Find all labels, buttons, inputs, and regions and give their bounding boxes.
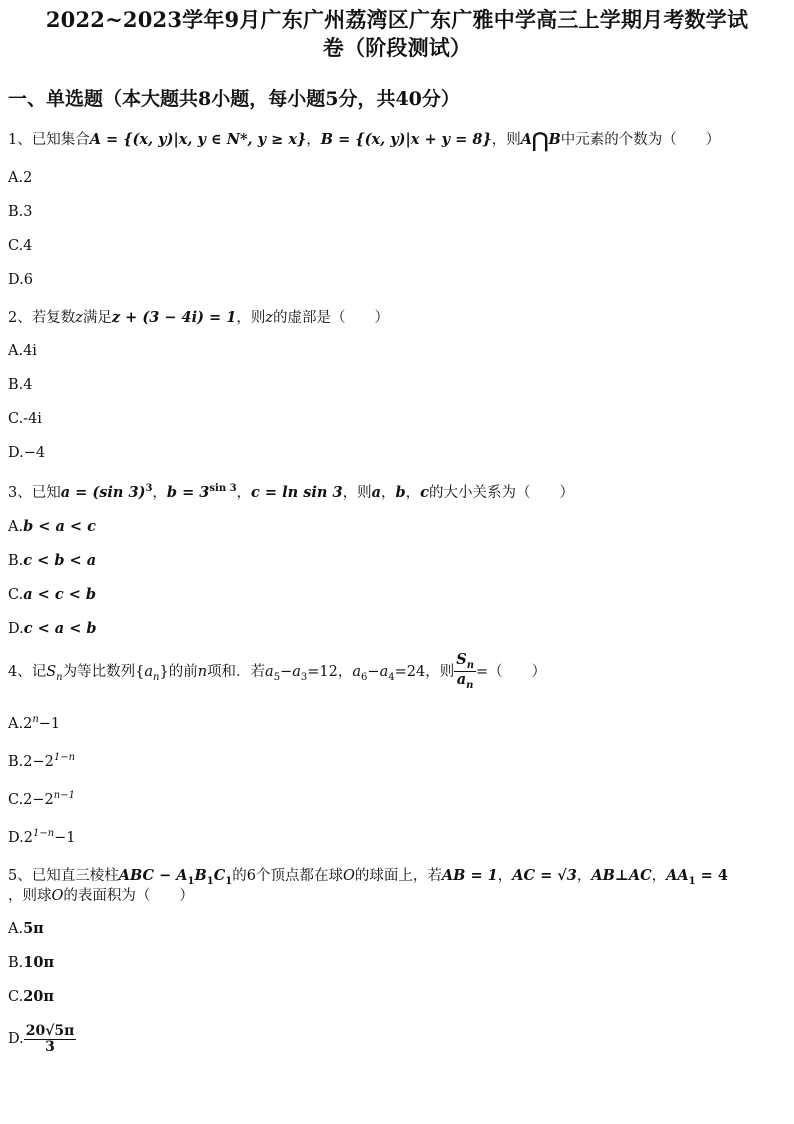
section-heading: 一、单选题（本大题共8小题，每小题5分，共40分） [8, 88, 460, 110]
q4-option-d [8, 828, 76, 846]
subscript: 1 [187, 875, 195, 887]
var-b: b [395, 484, 406, 501]
intersection-symbol: ⋂ [532, 128, 549, 152]
question-text: ，则球 [8, 888, 52, 904]
subscript: 5 [273, 671, 281, 683]
question-text: 若复数 [31, 310, 76, 326]
expr-b: b = 3 [166, 484, 210, 501]
option-letter: D. [8, 1031, 24, 1048]
symbol-a: A [520, 131, 533, 148]
option-expr: 20π [23, 988, 54, 1005]
punct: ， [497, 868, 513, 884]
question-text: ，则 [342, 485, 372, 501]
question-5-line2 [8, 884, 194, 905]
q1-option-b: B.3 [8, 204, 33, 220]
punct: ， [236, 485, 252, 501]
fraction-denominator [454, 672, 476, 691]
question-3 [8, 481, 574, 502]
question-1 [8, 128, 720, 152]
q1-option-d: D.6 [8, 272, 33, 288]
prism-expr: C [213, 867, 226, 884]
option-base: D.2 [8, 829, 33, 846]
fraction-option-d [24, 1024, 77, 1054]
question-text: 的表面积为（ ） [63, 888, 194, 904]
var-s: S [456, 651, 467, 668]
option-base: C.2−2 [8, 791, 54, 808]
q5-option-a [8, 920, 44, 937]
var-a: a [371, 484, 381, 501]
subscript: n [466, 659, 474, 671]
punct: ， [576, 868, 592, 884]
punct: ， [152, 485, 167, 501]
var-a: a [144, 663, 154, 680]
subscript: 4 [388, 671, 395, 683]
q5-option-b [8, 954, 54, 971]
fraction-numerator [454, 652, 476, 672]
question-number: 1、 [8, 132, 32, 148]
punct: ， [306, 132, 321, 148]
exam-title-line1: 2022~2023学年9月广东广州荔湾区广东广雅中学高三上学期月考数学试 [45, 7, 749, 32]
var-a: a [456, 671, 467, 689]
question-number: 5、 [8, 868, 32, 884]
var-z: z [265, 310, 273, 326]
exam-title-line2: 卷（阶段测试） [322, 35, 472, 60]
var-o: O [51, 888, 64, 904]
var-a: a [379, 663, 389, 680]
q4-option-a [8, 714, 60, 732]
q1-option-c: C.4 [8, 238, 33, 254]
q3-option-c [8, 586, 96, 603]
expr-perp: AB⊥AC [591, 867, 652, 884]
var-n: n [197, 663, 208, 680]
question-number: 2、 [8, 310, 32, 326]
option-tail: −1 [54, 829, 76, 846]
q2-option-b: B.4 [8, 377, 33, 393]
exponent: 1−n [32, 828, 55, 839]
punct: ， [405, 485, 421, 501]
prism-expr: ABC − A [118, 867, 188, 884]
expr-ac: AC = √3 [512, 867, 577, 884]
question-4 [8, 652, 546, 692]
question-text: 已知直三棱柱 [31, 868, 119, 884]
q3-option-d [8, 620, 97, 637]
q5-option-d [8, 1024, 76, 1054]
option-letter: A. [8, 519, 24, 535]
option-base: B.2−2 [8, 753, 54, 770]
option-letter: C. [8, 587, 24, 603]
question-text: 已知 [31, 485, 61, 501]
option-letter: A. [8, 921, 24, 937]
subscript: 1 [688, 875, 696, 887]
question-text: 的球面上，若 [354, 868, 442, 884]
question-text: 的大小关系为（ ） [428, 485, 574, 501]
symbol-b: B [548, 131, 561, 148]
q3-option-a [8, 518, 96, 535]
q2-option-c: C.-4i [8, 411, 42, 427]
option-letter: B. [8, 553, 24, 569]
question-number: 3、 [8, 485, 32, 501]
var-a: a [265, 663, 274, 680]
expr-ab: AB = 1 [441, 867, 498, 884]
question-text: ，则 [236, 310, 266, 326]
option-expr: 5π [23, 920, 44, 937]
q2-option-a: A.4i [8, 343, 37, 359]
expr-a: a = (sin 3) [60, 484, 146, 501]
set-b: B = {(x, y)|x + y = 8} [320, 131, 492, 148]
exponent: n−1 [53, 790, 75, 801]
question-text: 项和．若 [207, 663, 266, 680]
fraction-sn-an [454, 652, 476, 692]
subscript: n [153, 671, 160, 683]
value: =24，则 [394, 663, 455, 680]
question-text: }的前 [159, 663, 198, 680]
question-text: 的虚部是（ ） [272, 310, 389, 326]
minus: − [367, 663, 380, 680]
expr-aa: AA [666, 867, 689, 884]
option-letter: B. [8, 955, 24, 971]
expr-value: = 4 [695, 867, 728, 884]
question-text: 已知集合 [31, 132, 90, 148]
equation: z + (3 − 4i) = 1 [111, 309, 237, 326]
expr-c: c = ln sin 3 [251, 484, 343, 501]
option-expr: c < b < a [23, 552, 97, 569]
exponent: 1−n [53, 752, 76, 763]
var-a: a [352, 663, 362, 680]
option-expr: a < c < b [23, 586, 97, 603]
exponent: 3 [145, 483, 153, 495]
minus: − [280, 663, 293, 680]
q1-option-a: A.2 [8, 170, 33, 186]
option-base: A.2 [8, 715, 33, 732]
question-text: ，则 [491, 132, 521, 148]
subscript: 1 [225, 875, 233, 887]
question-text: 的6个顶点都在球 [232, 868, 343, 884]
question-2 [8, 306, 389, 327]
q3-option-b [8, 552, 96, 569]
q2-option-d: D.−4 [8, 445, 46, 461]
q4-option-b [8, 752, 75, 770]
subscript: 3 [300, 671, 308, 683]
punct: ， [380, 485, 396, 501]
var-z: z [75, 310, 83, 326]
var-s: S [46, 663, 57, 680]
question-text: =（ ） [475, 663, 547, 680]
set-a: A = {(x, y)|x, y ∈ N*, y ≥ x} [89, 131, 307, 148]
question-text: 满足 [82, 310, 112, 326]
subscript: 6 [361, 671, 368, 683]
question-text: 中元素的个数为（ ） [560, 132, 721, 148]
fraction-denominator: 3 [45, 1038, 55, 1055]
option-letter: D. [8, 621, 24, 637]
q5-option-c [8, 988, 54, 1005]
question-number: 4、 [8, 663, 32, 680]
option-expr: b < a < c [23, 518, 96, 535]
var-c: c [420, 484, 429, 501]
question-text: 记 [31, 663, 47, 680]
value: =12， [307, 663, 353, 680]
subscript: 1 [206, 875, 214, 887]
exponent: n [32, 714, 39, 725]
option-tail: −1 [38, 715, 61, 732]
option-expr: c < a < b [23, 620, 97, 637]
question-text: 为等比数列{ [62, 663, 145, 680]
exponent: sin 3 [209, 483, 237, 495]
option-letter: C. [8, 989, 24, 1005]
option-expr: 10π [23, 954, 55, 971]
prism-expr: B [194, 867, 207, 884]
var-o: O [343, 868, 355, 884]
subscript: n [466, 680, 474, 692]
q4-option-c [8, 790, 75, 808]
fraction-numerator: 20√5π [25, 1023, 75, 1039]
subscript: n [56, 671, 63, 683]
var-a: a [292, 663, 301, 680]
punct: ， [651, 868, 667, 884]
